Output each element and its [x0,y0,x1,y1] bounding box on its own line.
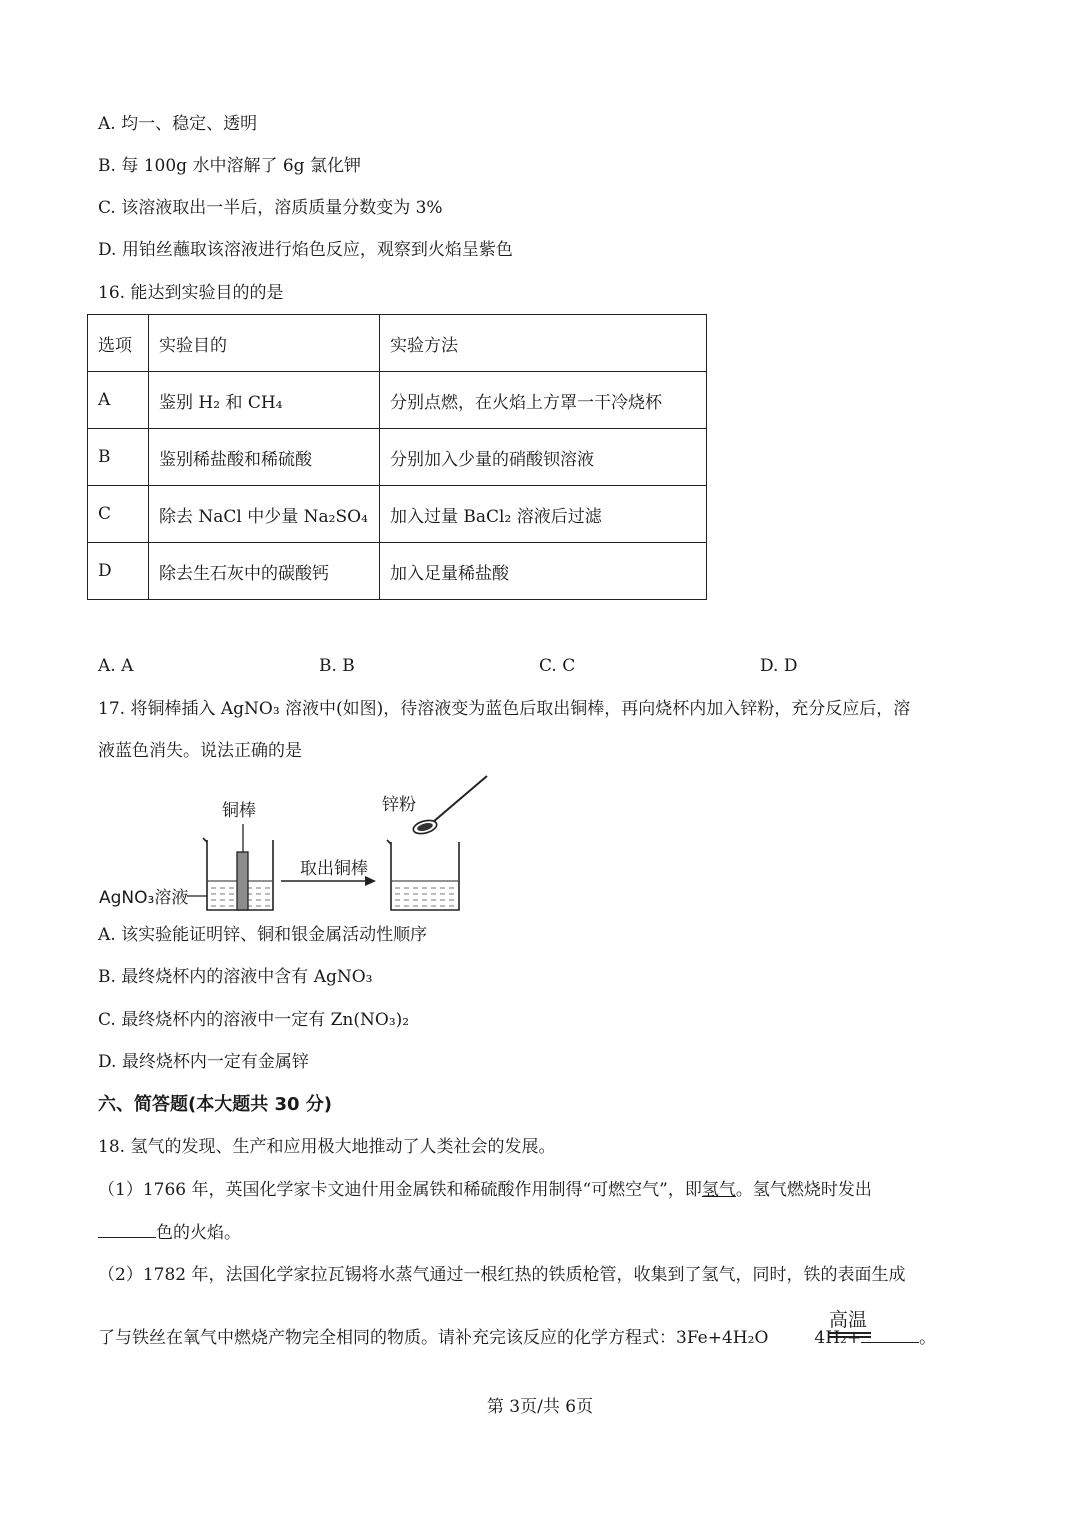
table-cell-purpose: 除去生石灰中的碳酸钙 [149,543,380,600]
q15-option-d: D. 用铂丝蘸取该溶液进行焰色反应，观察到火焰呈紫色 [98,240,513,260]
right-beaker [387,840,459,910]
q18-part1-underlined: 氢气 [701,1180,736,1200]
q17-option-d: D. 最终烧杯内一定有金属锌 [98,1052,309,1072]
table-row [88,372,707,429]
table-cell-purpose: 鉴别稀盐酸和稀硫酸 [149,429,380,486]
experiment-table [87,314,707,600]
q18-equation-end: 。 [919,1328,937,1348]
answer-blank[interactable] [98,1221,156,1238]
q16-option-d: D. D [760,656,798,676]
q15-option-b: B. 每 100g 水中溶解了 6g 氯化钾 [98,156,361,176]
table-cell-method: 加入足量稀盐酸 [380,543,707,600]
answer-blank[interactable] [861,1326,919,1343]
q17-stem-line1: 17. 将铜棒插入 AgNO₃ 溶液中(如图)，待溶液变为蓝色后取出铜棒，再向烧杯内加入锌粉，充分反应后，溶 [98,699,911,719]
table-row [88,543,707,600]
reaction-condition: 高温 [829,1309,868,1331]
q16-option-b: B. B [319,656,355,676]
page-footer: 第 3页/共 6页 [486,1397,594,1417]
table-cell-purpose: 鉴别 H₂ 和 CH₄ [149,372,380,429]
table-cell-option: A [88,372,149,429]
arrow-label: 取出铜棒 [300,859,368,879]
q17-stem-line2: 液蓝色消失。说法正确的是 [98,741,302,761]
q18-part1-text-a: （1）1766 年，英国化学家卡文迪什用金属铁和稀硫酸作用制得“可燃空气”，即 [98,1180,702,1200]
experiment-figure [95,770,505,918]
table-cell-method: 分别点燃，在火焰上方罩一干冷烧杯 [380,372,707,429]
table-row [88,429,707,486]
q18-part1-text-b: 。氢气燃烧时发出 [735,1180,872,1200]
section-heading: 六、简答题(本大题共 30 分) [98,1094,333,1115]
q18-equation-right: 4H₂+ [814,1328,862,1348]
q17-option-a: A. 该实验能证明锌、铜和银金属活动性顺序 [98,925,428,945]
q18-part1-line1 [98,1179,872,1201]
q15-option-c: C. 该溶液取出一半后，溶质质量分数变为 3% [98,198,443,218]
q16-option-c: C. C [539,656,576,676]
table-cell-method: 分别加入少量的硝酸钡溶液 [380,429,707,486]
q18-part1-text-c: 色的火焰。 [156,1223,241,1243]
q18-stem: 18. 氢气的发现、生产和应用极大地推动了人类社会的发展。 [98,1137,556,1157]
q18-equation-left: 了与铁丝在氧气中燃烧产物完全相同的物质。请补充完该反应的化学方程式：3Fe+4H₂O [98,1328,769,1348]
table-header-cell: 选项 [88,315,149,372]
copper-rod-label: 铜棒 [222,801,256,821]
table-cell-option: D [88,543,149,600]
q18-part2-line1: （2）1782 年，法国化学家拉瓦锡将水蒸气通过一根红热的铁质枪管，收集到了氢气，同时，铁的表面生成 [98,1265,906,1285]
q15-option-a: A. 均一、稳定、透明 [98,114,258,134]
table-header-cell: 实验目的 [149,315,380,372]
table-header-row [88,315,707,372]
q17-option-b: B. 最终烧杯内的溶液中含有 AgNO₃ [98,967,373,987]
q16-stem: 16. 能达到实验目的的是 [98,283,284,303]
table-cell-purpose: 除去 NaCl 中少量 Na₂SO₄ [149,486,380,543]
copper-rod [237,852,248,910]
spoon-icon [412,776,487,836]
table-cell-method: 加入过量 BaCl₂ 溶液后过滤 [380,486,707,543]
table-row [88,486,707,543]
q18-part1-line2 [98,1221,241,1244]
table-header-cell: 实验方法 [380,315,707,372]
zinc-powder-label: 锌粉 [382,795,416,815]
q18-part2-line2 [98,1326,936,1349]
q16-option-a: A. A [98,656,134,676]
q17-option-c: C. 最终烧杯内的溶液中一定有 Zn(NO₃)₂ [98,1010,410,1030]
solution-label: AgNO₃溶液 [99,888,189,908]
table-cell-option: C [88,486,149,543]
q16-options [98,656,818,678]
table-cell-option: B [88,429,149,486]
